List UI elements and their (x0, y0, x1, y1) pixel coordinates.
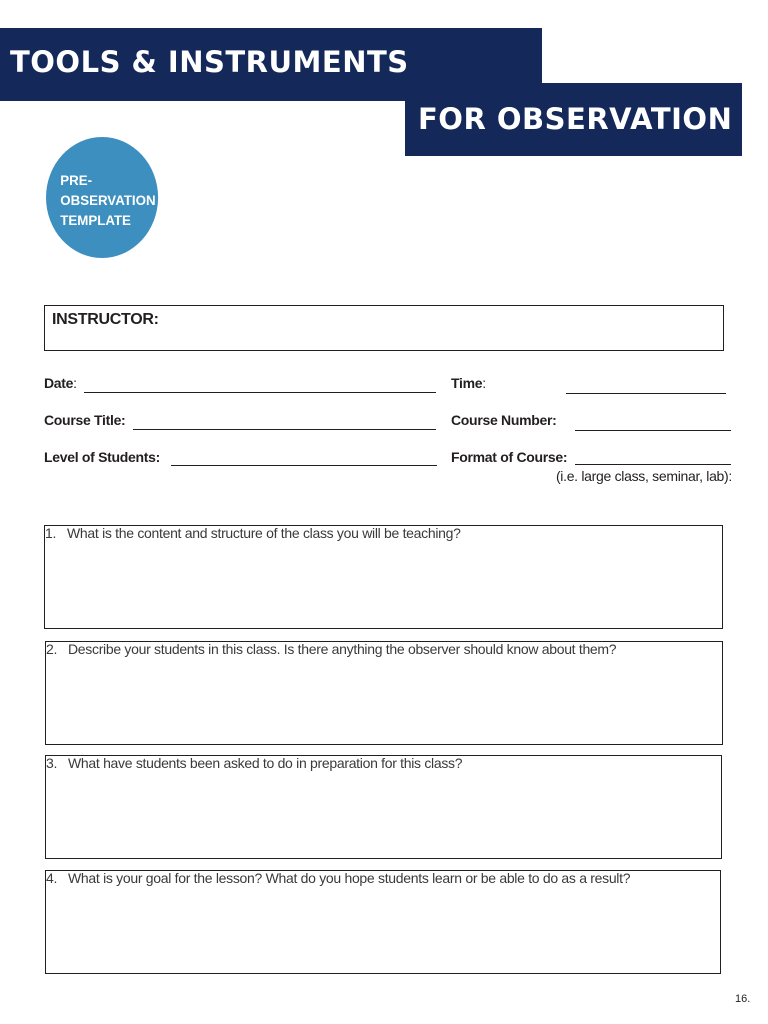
question-2-number: 2. (46, 641, 58, 657)
level-of-students-label: Level of Students: (44, 449, 160, 465)
page-number: 16. (735, 993, 751, 1005)
question-1-text (45, 525, 461, 541)
time-colon: : (482, 375, 486, 391)
question-4-number: 4. (46, 870, 58, 886)
question-3-text (46, 755, 462, 771)
question-4-text (46, 870, 630, 886)
date-input-line[interactable] (84, 392, 436, 393)
question-4-prompt: What is your goal for the lesson? What do you hope students learn or be able to do as a result? (68, 870, 631, 886)
question-3-number: 3. (46, 755, 58, 771)
page-title-line-2: FOR OBSERVATION (418, 102, 733, 136)
date-label-group (44, 375, 77, 391)
date-label: Date (44, 375, 74, 391)
time-label: Time (451, 375, 483, 391)
instructor-label: INSTRUCTOR: (52, 311, 159, 328)
course-title-label: Course Title: (44, 412, 126, 428)
template-badge (46, 137, 158, 258)
course-number-input-line[interactable] (575, 430, 731, 431)
question-1-prompt: What is the content and structure of the class you will be teaching? (67, 525, 461, 541)
date-colon: : (73, 375, 77, 391)
format-of-course-label: Format of Course: (451, 449, 568, 465)
question-3-prompt: What have students been asked to do in preparation for this class? (68, 755, 463, 771)
question-2-text (46, 641, 616, 657)
question-box-4[interactable] (45, 870, 721, 974)
badge-line-2: OBSERVATION (60, 192, 156, 208)
course-number-label: Course Number: (451, 412, 557, 428)
badge-line-1: PRE- (60, 172, 93, 188)
format-of-course-input-line[interactable] (575, 464, 731, 465)
course-title-input-line[interactable] (133, 429, 436, 430)
badge-line-3: TEMPLATE (60, 212, 131, 228)
title-banner-bottom (405, 83, 742, 156)
instructor-field[interactable] (44, 305, 724, 351)
question-box-1[interactable] (44, 525, 723, 629)
time-input-line[interactable] (566, 393, 726, 394)
page-title-line-1: TOOLS & INSTRUMENTS (10, 45, 409, 79)
level-of-students-input-line[interactable] (171, 465, 437, 466)
format-of-course-note: (i.e. large class, seminar, lab): (555, 468, 732, 484)
question-2-prompt: Describe your students in this class. Is there anything the observer should know about them? (68, 641, 617, 657)
time-label-group (451, 375, 486, 391)
question-box-3[interactable] (45, 755, 722, 859)
question-box-2[interactable] (45, 641, 723, 745)
question-1-number: 1. (45, 525, 57, 541)
